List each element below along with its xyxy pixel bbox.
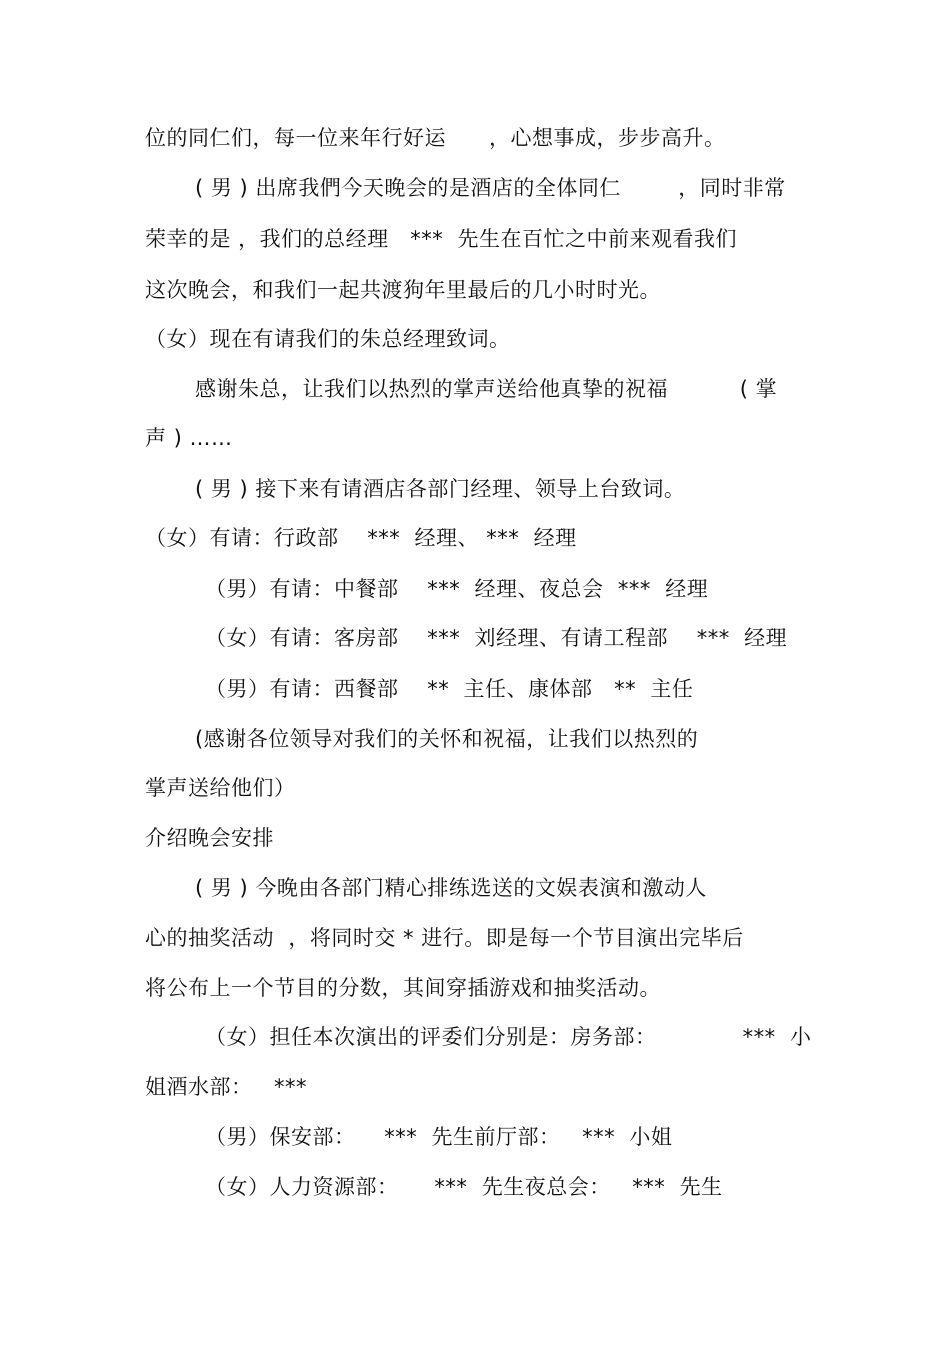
text-line: （女）人力资源部： *** 先生夜总会： *** 先生: [205, 1175, 723, 1199]
text-line: （男）有请：西餐部 ** 主任、康体部 ** 主任: [205, 677, 694, 701]
text-line: 姐酒水部： ***: [145, 1075, 308, 1099]
text-line: (感谢各位领导对我们的关怀和祝福，让我们以热烈的: [195, 727, 699, 751]
text-line: 位的同仁们，每一位来年行好运 ，心想事成，步步高升。: [145, 126, 726, 150]
text-line: （女）现在有请我们的朱总经理致词。: [145, 327, 511, 351]
text-line: 荣幸的是 ，我们的总经理 *** 先生在百忙之中前来观看我们: [145, 227, 738, 251]
text-line: ( 男 ) 出席我們今天晚会的是酒店的全体同仁 ，同时非常: [195, 176, 786, 200]
text-line: 感谢朱总，让我们以热烈的掌声送给他真挚的祝福 ( 掌: [195, 377, 778, 401]
text-line: （女）担任本次演出的评委们分别是：房务部： *** 小: [205, 1025, 812, 1049]
text-line: （男）保安部： *** 先生前厅部： *** 小姐: [205, 1125, 673, 1149]
text-line: 声 ) ……: [145, 426, 233, 450]
text-line: （女）有请：行政部 *** 经理、 *** 经理: [145, 526, 577, 550]
text-line: （男）有请：中餐部 *** 经理、夜总会 *** 经理: [205, 577, 709, 601]
text-line: （女）有请：客房部 *** 刘经理、有请工程部 *** 经理: [205, 626, 788, 650]
text-line: 这次晚会，和我们一起共渡狗年里最后的几小时时光。: [145, 278, 661, 302]
text-line: 心的抽奖活动 ，将同时交 * 进行。即是每一个节目演出完毕后: [145, 926, 744, 950]
text-line: ( 男 ) 今晚由各部门精心排练选送的文娱表演和激动人: [195, 876, 707, 900]
text-line: 掌声送给他们）: [145, 776, 296, 800]
section-heading: 介绍晚会安排: [145, 826, 274, 850]
text-line: 将公布上一个节目的分数，其间穿插游戏和抽奖活动。: [145, 976, 661, 1000]
text-line: ( 男 ) 接下来有请酒店各部门经理、领导上台致词。: [195, 477, 686, 501]
